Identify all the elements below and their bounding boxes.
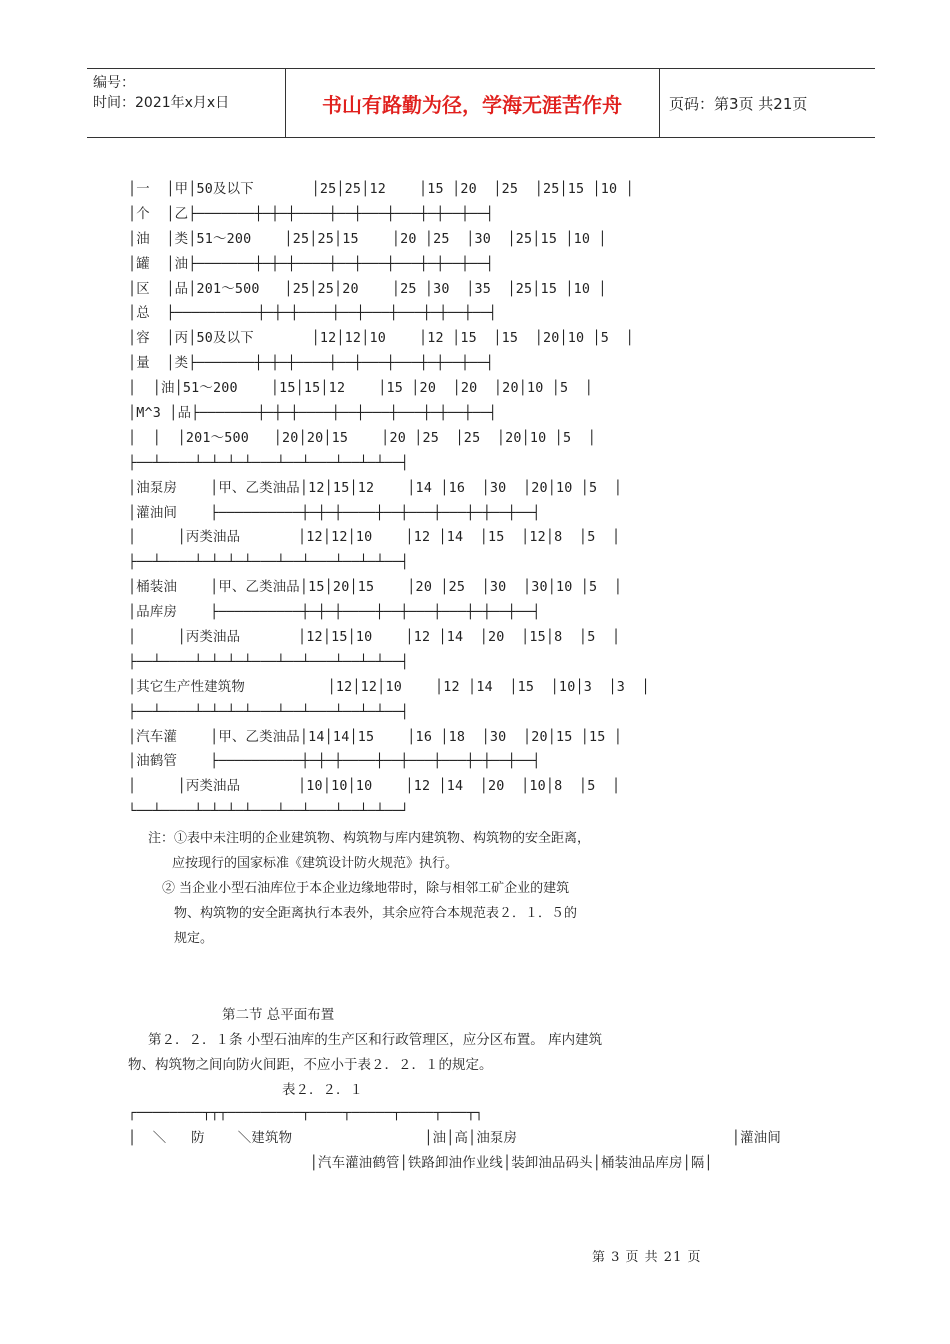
table-row: │ │丙类油品 │10│10│10 │12 │14 │20 │10│8 │5 │ — [128, 779, 621, 795]
table-notes — [148, 826, 590, 951]
table-row: │其它生产性建筑物 │12│12│10 │12 │14 │15 │10│3 │3 │ — [128, 679, 650, 695]
note-2: ② 当企业小型石油库位于本企业边缘地带时，除与相邻工矿企业的建筑 — [162, 881, 570, 896]
header-meta — [93, 73, 229, 113]
table-row: │M^3 │品├───────┼─┼─┼────┼──┼───┼───┼─┼──┼──┤ — [128, 406, 497, 422]
table-row: │油 │类│51～200 │25│25│15 │20 │25 │30 │25│15 │10 │ — [128, 231, 607, 247]
table-row: ├──┴────┴─┴─┴─┴───┴──┴───┴──┴─┴──┤ — [128, 704, 409, 720]
header-page-number: 页码：第3页 共21页 — [669, 94, 808, 113]
document-number: 编号： — [93, 75, 135, 91]
table-row: │品库房 ├──────────┼─┼─┼────┼──┼───┼───┼─┼──┼──┤ — [128, 605, 541, 621]
table-row: ├──┴────┴─┴─┴─┴───┴──┴───┴──┴─┴──┤ — [128, 654, 409, 670]
section-paragraph-line1: 第２．２．１条 小型石油库的生产区和行政管理区，应分区布置。 库内建筑 — [148, 1032, 603, 1048]
section-title: 第二节 总平面布置 — [222, 1007, 335, 1023]
table-row: ├──┴────┴─┴─┴─┴───┴──┴───┴──┴─┴──┤ — [128, 455, 409, 471]
table-row: │区 │品│201～500 │25│25│20 │25 │30 │35 │25│15 │10 │ — [128, 281, 607, 297]
table-row: ├──┴────┴─┴─┴─┴───┴──┴───┴──┴─┴──┤ — [128, 555, 409, 571]
header-divider — [659, 69, 660, 137]
table-row: │一 │甲│50及以下 │25│25│12 │15 │20 │25 │25│15 │10 │ — [128, 182, 634, 197]
note-2-end: 规定。 — [174, 931, 214, 946]
table-row: └──┴────┴─┴─┴─┴───┴──┴───┴──┴─┴──┘ — [128, 804, 409, 820]
table-row: │罐 │油├───────┼─┼─┼────┼──┼───┼───┼─┼──┼──┤ — [128, 256, 494, 272]
table-row: │汽车灌 │甲、乙类油品│14│14│15 │16 │18 │30 │20│15 │15 │ — [128, 729, 623, 745]
table-row: │ │油│51～200 │15│15│12 │15 │20 │20 │20│10 │5 │ — [128, 381, 594, 397]
table-row: │灌油间 ├──────────┼─┼─┼────┼──┼───┼───┼─┼──┼──┤ — [128, 505, 541, 521]
table-row: │ ＼ 防 ＼建筑物 │油│高│油泵房 │灌油间 — [128, 1130, 781, 1146]
note-2-cont: 物、构筑物的安全距离执行本表外，其余应符合本规范表２．１．５的 — [174, 906, 578, 921]
table-row: │桶装油 │甲、乙类油品│15│20│15 │20 │25 │30 │30│10 │5 │ — [128, 580, 623, 596]
header-motto: 书山有路勤为径，学海无涯苦作舟 — [322, 92, 622, 117]
document-date: 时间：2021年x月x日 — [93, 95, 230, 111]
page-footer: 第 3 页 共 21 页 — [592, 1250, 702, 1265]
table-row: │ │ │201～500 │20│20│15 │20 │25 │25 │20│10 │5 │ — [128, 430, 596, 446]
fire-distance-table — [128, 1102, 781, 1177]
table-row: │量 │类├───────┼─┼─┼────┼──┼───┼───┼─┼──┼──┤ — [128, 356, 494, 372]
table-row: │总 ├──────────┼─┼─┼────┼──┼───┼───┼─┼──┼──┤ — [128, 306, 497, 322]
page-header — [87, 68, 875, 138]
note-1: 注：①表中未注明的企业建筑物、构筑物与库内建筑物、构筑物的安全距离， — [148, 831, 591, 846]
table-row: │油泵房 │甲、乙类油品│12│15│12 │14 │16 │30 │20│10 │5 │ — [128, 480, 623, 496]
table-row: │个 │乙├───────┼─┼─┼────┼──┼───┼───┼─┼──┼──┤ — [128, 206, 494, 222]
section-paragraph-line2: 物、构筑物之间向防火间距，不应小于表２．２．１的规定。 — [128, 1057, 493, 1073]
note-1-cont: 应按现行的国家标准《建筑设计防火规范》执行。 — [172, 856, 459, 871]
table-row: │油鹤管 ├──────────┼─┼─┼────┼──┼───┼───┼─┼──┼──┤ — [128, 754, 541, 770]
table-title: 表２．２．１ — [282, 1082, 363, 1098]
table-row: │容 │丙│50及以下 │12│12│10 │12 │15 │15 │20│10 │5 │ — [128, 331, 634, 347]
table-row: │ │丙类油品 │12│12│10 │12 │14 │15 │12│8 │5 │ — [128, 530, 621, 546]
table-row: ┌────────┬┬┬─────────┬────┬─────┬────┬───┬┐ — [128, 1106, 484, 1121]
table-row: │汽车灌油鹤管│铁路卸油作业线│装卸油品码头│桶装油品库房│隔│ — [128, 1155, 713, 1171]
table-row: │ │丙类油品 │12│15│10 │12 │14 │20 │15│8 │5 │ — [128, 630, 621, 646]
safety-distance-table — [128, 178, 650, 825]
